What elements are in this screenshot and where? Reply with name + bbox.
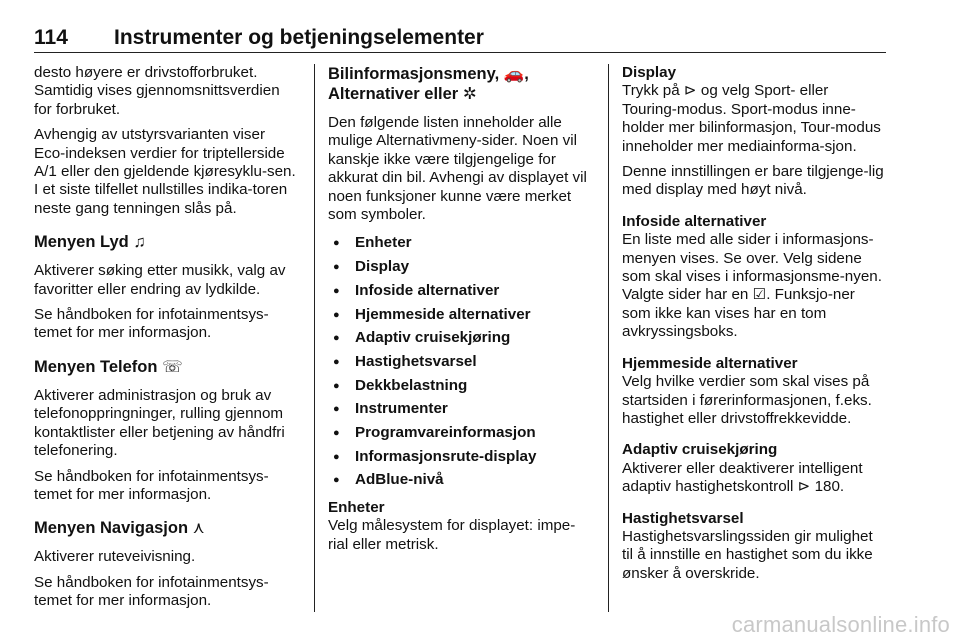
paragraph xyxy=(622,82,886,156)
list-item: ● Infoside alternativer xyxy=(328,282,592,300)
text: En liste med alle sider i informasjons-menyen vises. Se over. Velg sidene som skal vises i informasjonsme-nyen. Valgte sider har en xyxy=(622,231,882,304)
options-list xyxy=(328,234,592,489)
heading-text: Bilinformasjonsmeny, xyxy=(328,65,500,83)
paragraph: desto høyere er drivstofforbruket. Samtidig vises gjennomsnittsverdien for forbruket. xyxy=(34,64,280,118)
section-display xyxy=(622,64,886,200)
list-item: ● Hjemmeside alternativer xyxy=(328,306,592,324)
checkbox-checked-icon: ☑ xyxy=(752,286,767,304)
navigation-arrow-icon: ⋏ xyxy=(192,519,205,538)
subheading-infoside: Infoside alternativer xyxy=(622,212,767,230)
section-heading-telefon xyxy=(34,357,298,377)
paragraph xyxy=(622,460,886,497)
gear-icon: ✲ xyxy=(462,85,477,103)
watermark: carmanualsonline.info xyxy=(731,612,950,637)
paragraph: Aktiverer administrasjon og bruk av telefonoppringninger, rulling gjennom kontaktlister eller betjening av håndfri telefonering. xyxy=(34,386,285,460)
column-middle xyxy=(328,64,592,561)
paragraph: Avhengig av utstyrsvarianten viser Eco-indeksen verdier for triptellerside A/1 eller den gjeldende kjøresyklu-sen. I et siste tilfellet nullstilles indika-toren neste gang tenningen slås på. xyxy=(34,126,296,217)
play-arrow-icon: ⊳ xyxy=(683,82,697,100)
heading-text: Menyen Telefon xyxy=(34,357,158,376)
page-reference-arrow-icon: ⊳ xyxy=(797,478,811,496)
list-item: ● Enheter xyxy=(328,234,592,252)
section-hjemmeside xyxy=(622,355,886,429)
header-rule xyxy=(34,52,886,53)
section-infoside xyxy=(622,213,886,342)
section-heading-navigasjon xyxy=(34,518,298,538)
paragraph: Aktiverer ruteveivisning. xyxy=(34,548,196,566)
paragraph: Se håndboken for infotainmentsys-temet for mer informasjon. xyxy=(34,573,269,610)
paragraph: Aktiverer søking etter musikk, valg av favoritter eller endring av lydkilde. xyxy=(34,262,286,298)
paragraph xyxy=(622,231,886,341)
page-number: 114 xyxy=(34,26,68,49)
text: . Funksjo-ner som ikke kan vises har en tom avkryssingsboks. xyxy=(622,286,855,341)
paragraph: Hastighetsvarslingssiden gir mulighet til å innstille en hastighet som du ikke ønsker å overskride. xyxy=(622,527,873,582)
list-item: ● AdBlue-nivå xyxy=(328,471,592,489)
section-hastighetsvarsel xyxy=(622,510,886,584)
list-item: ● Instrumenter xyxy=(328,400,592,418)
paragraph: Den følgende listen inneholder alle mulige Alternativmeny-sider. Noen vil kanskje ikke være tilgjengelige for akkurat din bil. Avhengi av displayet vil noen funksjoner kunne være merket som symboler. xyxy=(328,114,587,224)
car-icon: 🚗 xyxy=(503,65,525,83)
heading-text: Alternativer eller xyxy=(328,85,459,103)
text: Trykk på xyxy=(622,82,680,100)
section-heading-bilinformasjon: Bilinformasjonsmeny, 🚗, Alternativer eller ✲ xyxy=(328,65,529,103)
text: og velg Sport- eller Touring-modus. Sport-modus inne-holder mer bilinformasjon, Tour-modus inneholder mer mediainforma-sjon. xyxy=(622,82,881,155)
column-divider xyxy=(314,64,315,612)
subheading-display: Display xyxy=(622,64,677,81)
list-item: ● Adaptiv cruisekjøring xyxy=(328,329,592,347)
paragraph: Denne innstillingen er bare tilgjenge-lig med display med høyt nivå. xyxy=(622,163,884,199)
paragraph: Velg hvilke verdier som skal vises på startsiden i førerinformasjonen, f.eks. hastighet eller drivstoffrekkevidde. xyxy=(622,373,872,427)
heading-text: Menyen Navigasjon xyxy=(34,519,189,538)
subheading-hastighetsvarsel: Hastighetsvarsel xyxy=(622,509,744,527)
heading-text: Menyen Lyd xyxy=(34,233,129,252)
page-title: Instrumenter og betjeningselementer xyxy=(114,26,484,49)
list-item: ● Dekkbelastning xyxy=(328,377,592,395)
paragraph: Velg målesystem for displayet: impe-rial eller metrisk. xyxy=(328,517,576,553)
paragraph: Se håndboken for infotainmentsys-temet for mer informasjon. xyxy=(34,306,269,342)
page-header xyxy=(34,26,886,52)
text: Aktiverer eller deaktiverer intelligent adaptiv hastighetskontroll xyxy=(622,459,863,496)
page-reference-link[interactable]: 180. xyxy=(814,478,845,496)
subheading-adaptiv: Adaptiv cruisekjøring xyxy=(622,441,778,459)
column-right xyxy=(622,64,886,596)
section-heading-lyd xyxy=(34,232,298,252)
column-divider xyxy=(608,64,609,612)
list-item: ● Programvareinformasjon xyxy=(328,424,592,442)
phone-icon: ☏ xyxy=(162,357,183,376)
list-item: ● Hastighetsvarsel xyxy=(328,353,592,371)
subheading-enheter: Enheter xyxy=(328,498,385,516)
section-adaptiv xyxy=(622,441,886,496)
paragraph: Se håndboken for infotainmentsys-temet for mer informasjon. xyxy=(34,467,269,503)
list-item: ● Informasjonsrute-display xyxy=(328,448,592,466)
subheading-hjemmeside: Hjemmeside alternativer xyxy=(622,354,798,372)
column-left xyxy=(34,64,298,618)
list-item: ● Display xyxy=(328,258,592,276)
music-note-icon: ♫ xyxy=(133,233,146,252)
